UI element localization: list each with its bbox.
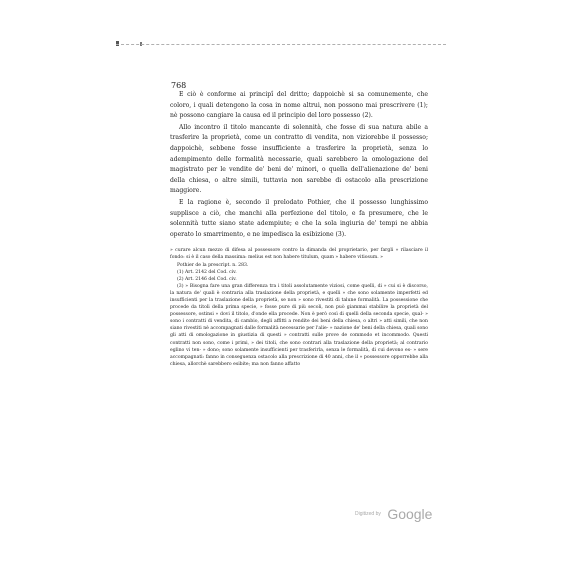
- footnote-citation: Pothier de la prescript. n. 283.: [177, 262, 249, 268]
- footnote-1: (1) Art. 2142 del Cod. civ.: [177, 269, 237, 275]
- footnote-2: (2) Art. 2146 del Cod. civ.: [177, 276, 237, 282]
- watermark-brand: Google: [387, 505, 433, 522]
- main-text: [170, 90, 428, 240]
- google-watermark: [355, 505, 432, 523]
- footnotes: [170, 247, 428, 368]
- paragraph: E la ragione è, secondo il prelodato Pothier, che il possesso lunghissimo supplisce a ciò, che manchi alla perfezione del titolo, e fa presumere, che le solennità tutte siano state adempiute; e che la sola ingiuria de' tempi ne abbia operato lo smarrimento, e ne impedisca la esibizione (3).: [170, 198, 428, 238]
- watermark-prefix: Digitized by: [355, 510, 381, 517]
- scan-edge-rule: [116, 44, 446, 45]
- paragraph: E ciò è conforme ai principî del dritto; dappoichè si sa comunemente, che coloro, i quali detengono la cosa in nome altrui, non possono mai prescrivere (1); nè possono cangiare la causa ed il principio del loro possesso (2).: [170, 91, 428, 120]
- footnote-3: (3) » Bisogna fare una gran differenza tra i titoli assolutamente viziosi, come quelli, di » cui si è discorso, la natura de' quali è contraria alla traslazione della proprietà, e quelli » che sono solamente imperfetti ed insufficienti per la traslazione della proprietà, se non » sono rivestiti di talune formalità. La possessione che procede da titoli della prima specie, » fosse pure di più secoli, non può giammai stabilire la proprietà del possessore, ostinsi » dovi il titolo, d'onde ella procede. Non è però così di quelli della seconda specie, qual- » sono i contratti di vendita, di cambio, degli affitti a rendite dei beni della chiesa, o altri » atti simili, che non siano rivestiti nè accompagnati dalle formalità necessarie per l'alie- » nazione de' beni della chiesa, quali sono gli atti di omologazione in giustizia di questi » contratti sulle prove de commodo et incommodo. Questi contratti non sono, come i primi, » dei titoli, che sono contrari alla traslazione della proprietà; al contrario eglino vi ten- » dono; sono solamente insufficienti per trasferirla, senza le formalità, di cui devono es- » sere accompagnati: fanno in conseguenza ostacolo alla prescrizione di 40 anni, che il » possessore opporrebbe alla chiesa, allorchè sarebbero esibite; ma non fanno affatto: [170, 283, 428, 367]
- paragraph: Allo incontro il titolo mancante di solennità, che fosse di sua natura abile a trasferire la proprietà, come un contratto di vendita, non viziorebbe il possesso; dappoichè, sebbene fosse insufficiente a trasferire la proprietà, senza lo adempimento delle formalità necessarie, quali sarebbero la omologazione del magistrato per le vendite de' beni de' minori, o quella dell'alienazione de' beni della chiesa, o altre simili, tuttavia non sarebbe di ostacolo alla prescrizione maggiore.: [170, 123, 428, 195]
- footnote-continuation: » curare alcun mezzo di difesa al possessore contro la dimanda del proprietario, per fargli » rilasciare il fondo: si è il caso della massima: melius est non habere titulum, quam » habere vitiosum. »: [170, 248, 428, 261]
- page-number: 768: [171, 81, 187, 90]
- book-page: [170, 81, 428, 368]
